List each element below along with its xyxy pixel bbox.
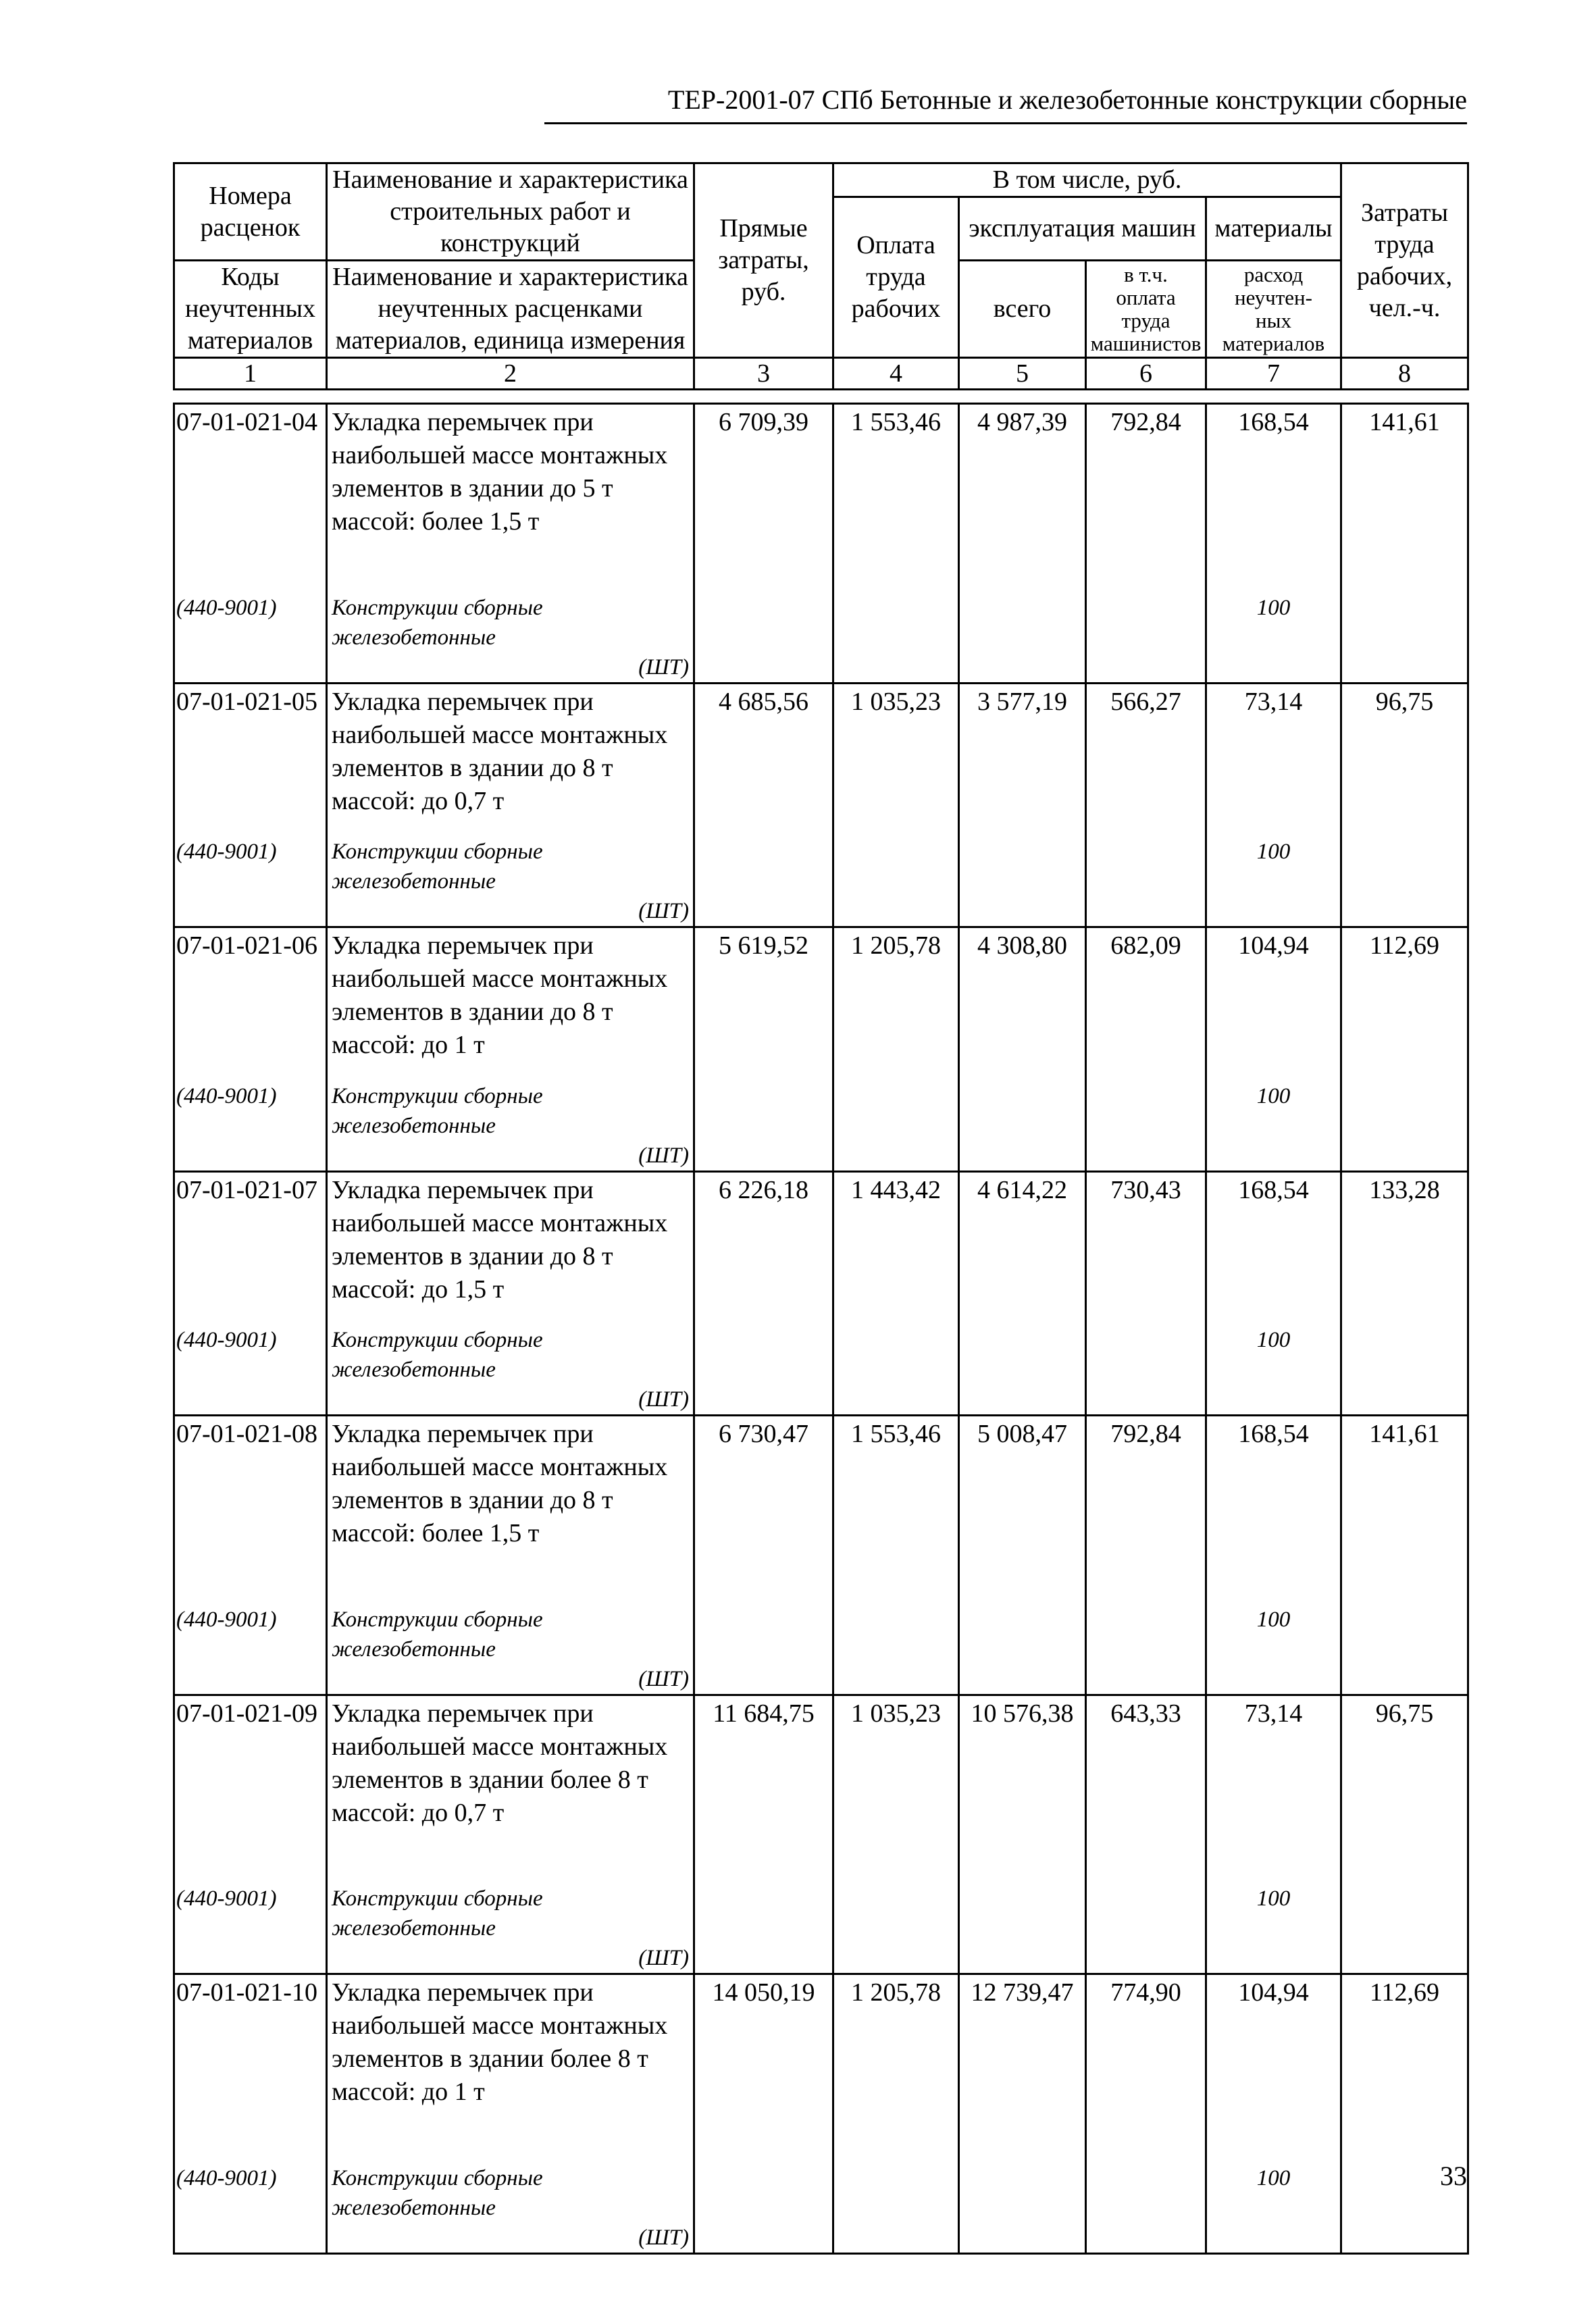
material-name [327,1878,694,1974]
table-row [174,683,1468,831]
col-name-top: Наименование и характеристика строительных работ и конструкций [327,163,694,261]
work-description-line: Укладка перемычек при [332,408,594,436]
material-row [174,1076,1468,1172]
empty-cell [959,588,1086,684]
work-description-line: Укладка перемычек при [332,1175,594,1204]
operator-pay-cell: 792,84 [1086,1416,1206,1599]
work-description-line: элементов в здании до 8 т [332,753,613,782]
machines-cost-cell: 4 614,22 [959,1171,1086,1320]
table-row [174,1974,1468,2158]
header-rule [544,122,1467,124]
material-unit: (ШТ) [638,1946,689,1970]
empty-cell [694,831,833,927]
material-name-line: железобетонные [332,2195,496,2220]
empty-cell [833,1076,959,1172]
rate-code: 07-01-021-07 [174,1171,327,1320]
material-code: (440-9001) [174,1599,327,1695]
labor-hours-cell: 96,75 [1341,683,1468,831]
empty-cell [1086,831,1206,927]
column-header-table [173,162,1469,390]
empty-cell [1086,1320,1206,1416]
work-description [327,1416,694,1599]
material-row [174,2158,1468,2254]
work-description-line: Укладка перемычек при [332,1699,594,1728]
material-name-line: Конструкции сборные [332,840,543,864]
material-quantity: 100 [1206,1076,1341,1172]
col-codes-bottom: Коды неучтенных материалов [174,261,327,358]
empty-cell [1341,1599,1468,1695]
col-operator-pay: в т.ч. оплата труда машинистов [1086,261,1206,358]
empty-cell [694,1076,833,1172]
material-row [174,1878,1468,1974]
worker-pay-cell: 1 205,78 [833,1974,959,2158]
labor-hours-cell: 112,69 [1341,927,1468,1076]
rate-code: 07-01-021-06 [174,927,327,1076]
material-name [327,1599,694,1695]
material-quantity: 100 [1206,1320,1341,1416]
material-name [327,2158,694,2254]
operator-pay-cell: 682,09 [1086,927,1206,1076]
work-description-line: наибольшей массе монтажных [332,1453,668,1481]
table-row [174,1171,1468,1320]
empty-cell [694,1599,833,1695]
labor-hours-cell: 112,69 [1341,1974,1468,2158]
material-row [174,1320,1468,1416]
empty-cell [833,1878,959,1974]
direct-cost-cell: 4 685,56 [694,683,833,831]
material-name-line: железобетонные [332,1637,496,1662]
worker-pay-cell: 1 035,23 [833,683,959,831]
col-direct-costs: Прямые затраты, руб. [694,163,833,358]
labor-hours-cell: 133,28 [1341,1171,1468,1320]
material-name-line: железобетонные [332,1916,496,1940]
col-group-including: В том числе, руб. [833,163,1341,197]
col-worker-pay: Оплата труда рабочих [833,197,959,358]
material-row [174,1599,1468,1695]
material-code: (440-9001) [174,2158,327,2254]
material-unit: (ШТ) [638,1666,689,1691]
material-unit: (ШТ) [638,1143,689,1168]
direct-cost-cell: 5 619,52 [694,927,833,1076]
col-name-bottom: Наименование и характеристика неучтенных расценками материалов, единица измерения [327,261,694,358]
work-description-line: элементов в здании до 8 т [332,998,613,1026]
empty-cell [833,831,959,927]
empty-cell [1341,1320,1468,1416]
empty-cell [694,2158,833,2254]
empty-cell [1341,1076,1468,1172]
col-machines-total: всего [959,261,1086,358]
labor-hours-cell: 96,75 [1341,1695,1468,1878]
empty-cell [1086,1599,1206,1695]
worker-pay-cell: 1 443,42 [833,1171,959,1320]
work-description-line: элементов в здании до 5 т [332,474,613,503]
page-number: 33 [1440,2161,1467,2191]
work-description-line: массой: до 1 т [332,1031,485,1059]
material-unit: (ШТ) [638,1387,689,1412]
empty-cell [959,1320,1086,1416]
empty-cell [694,1878,833,1974]
rate-code: 07-01-021-10 [174,1974,327,2158]
labor-hours-cell: 141,61 [1341,1416,1468,1599]
material-code: (440-9001) [174,1320,327,1416]
material-name [327,831,694,927]
col-machines-group: эксплуатация машин [959,197,1206,261]
col-number-4: 4 [833,358,959,390]
work-description-line: Укладка перемычек при [332,1978,594,2007]
direct-cost-cell: 14 050,19 [694,1974,833,2158]
materials-cost-cell: 104,94 [1206,1974,1341,2158]
empty-cell [1086,588,1206,684]
col-number-8: 8 [1341,358,1468,390]
empty-cell [1086,1076,1206,1172]
work-description-line: наибольшей массе монтажных [332,965,668,993]
materials-cost-cell: 73,14 [1206,1695,1341,1878]
work-description [327,404,694,588]
material-name-line: Конструкции сборные [332,595,543,620]
labor-hours-cell: 141,61 [1341,404,1468,588]
worker-pay-cell: 1 553,46 [833,404,959,588]
empty-cell [959,831,1086,927]
empty-cell [959,1599,1086,1695]
col-labor-hours: Затраты труда рабочих, чел.-ч. [1341,163,1468,358]
table-row [174,1416,1468,1599]
material-name [327,1076,694,1172]
col-number-7: 7 [1206,358,1341,390]
material-row [174,831,1468,927]
material-quantity: 100 [1206,588,1341,684]
material-row [174,588,1468,684]
rate-code: 07-01-021-09 [174,1695,327,1878]
col-number-3: 3 [694,358,833,390]
work-description [327,1171,694,1320]
material-unit: (ШТ) [638,2225,689,2250]
material-quantity: 100 [1206,1878,1341,1974]
material-name-line: Конструкции сборные [332,1886,543,1911]
material-quantity: 100 [1206,831,1341,927]
empty-cell [959,2158,1086,2254]
operator-pay-cell: 730,43 [1086,1171,1206,1320]
empty-cell [959,1878,1086,1974]
table-row [174,404,1468,588]
work-description-line: элементов в здании до 8 т [332,1241,613,1270]
material-name-line: Конструкции сборные [332,1328,543,1352]
material-code: (440-9001) [174,1076,327,1172]
work-description [327,1695,694,1878]
running-header: ТЕР-2001-07 СПб Бетонные и железобетонные конструкции сборные [667,84,1467,115]
materials-cost-cell: 168,54 [1206,1416,1341,1599]
material-unit: (ШТ) [638,654,689,679]
machines-cost-cell: 4 987,39 [959,404,1086,588]
material-name-line: железобетонные [332,1358,496,1382]
operator-pay-cell: 566,27 [1086,683,1206,831]
col-codes-top: Номера расценок [174,163,327,261]
worker-pay-cell: 1 553,46 [833,1416,959,1599]
empty-cell [1086,1878,1206,1974]
material-name [327,1320,694,1416]
work-description-line: наибольшей массе монтажных [332,2011,668,2040]
work-description-line: наибольшей массе монтажных [332,1208,668,1237]
empty-cell [833,2158,959,2254]
work-description [327,1974,694,2158]
col-number-6: 6 [1086,358,1206,390]
work-description-line: наибольшей массе монтажных [332,720,668,749]
operator-pay-cell: 643,33 [1086,1695,1206,1878]
material-name [327,588,694,684]
empty-cell [1086,2158,1206,2254]
work-description-line: массой: до 1,5 т [332,1275,505,1304]
empty-cell [694,588,833,684]
work-description [327,683,694,831]
work-description-line: наибольшей массе монтажных [332,441,668,469]
materials-cost-cell: 104,94 [1206,927,1341,1076]
direct-cost-cell: 6 709,39 [694,404,833,588]
material-code: (440-9001) [174,1878,327,1974]
work-description-line: Укладка перемычек при [332,931,594,960]
material-name-line: железобетонные [332,869,496,894]
direct-cost-cell: 11 684,75 [694,1695,833,1878]
machines-cost-cell: 10 576,38 [959,1695,1086,1878]
col-materials-group: материалы [1206,197,1341,261]
work-description-line: массой: более 1,5 т [332,1519,540,1547]
direct-cost-cell: 6 730,47 [694,1416,833,1599]
operator-pay-cell: 774,90 [1086,1974,1206,2158]
material-name-line: железобетонные [332,1113,496,1138]
material-code: (440-9001) [174,831,327,927]
work-description [327,927,694,1076]
rates-table [173,403,1469,2255]
work-description-line: массой: более 1,5 т [332,507,540,536]
material-quantity: 100 [1206,2158,1341,2254]
col-number-5: 5 [959,358,1086,390]
col-materials-unaccounted: расход неучтен- ных материалов [1206,261,1341,358]
machines-cost-cell: 3 577,19 [959,683,1086,831]
empty-cell [1341,1878,1468,1974]
worker-pay-cell: 1 205,78 [833,927,959,1076]
material-name-line: Конструкции сборные [332,2165,543,2190]
col-number-2: 2 [327,358,694,390]
work-description-line: элементов в здании до 8 т [332,1486,613,1514]
col-number-1: 1 [174,358,327,390]
worker-pay-cell: 1 035,23 [833,1695,959,1878]
rate-code: 07-01-021-05 [174,683,327,831]
empty-cell [833,588,959,684]
empty-cell [694,1320,833,1416]
work-description-line: Укладка перемычек при [332,687,594,716]
work-description-line: Укладка перемычек при [332,1420,594,1448]
material-name-line: железобетонные [332,625,496,650]
materials-cost-cell: 73,14 [1206,683,1341,831]
rate-code: 07-01-021-08 [174,1416,327,1599]
material-name-line: Конструкции сборные [332,1083,543,1108]
work-description-line: массой: до 0,7 т [332,1798,505,1827]
work-description-line: элементов в здании более 8 т [332,1765,648,1794]
material-code: (440-9001) [174,588,327,684]
materials-cost-cell: 168,54 [1206,404,1341,588]
materials-cost-cell: 168,54 [1206,1171,1341,1320]
direct-cost-cell: 6 226,18 [694,1171,833,1320]
operator-pay-cell: 792,84 [1086,404,1206,588]
empty-cell [959,1076,1086,1172]
material-name-line: Конструкции сборные [332,1607,543,1632]
work-description-line: массой: до 1 т [332,2078,485,2106]
machines-cost-cell: 5 008,47 [959,1416,1086,1599]
work-description-line: наибольшей массе монтажных [332,1732,668,1761]
material-unit: (ШТ) [638,899,689,923]
empty-cell [833,1599,959,1695]
empty-cell [833,1320,959,1416]
work-description-line: элементов в здании более 8 т [332,2045,648,2073]
empty-cell [1341,588,1468,684]
table-row [174,1695,1468,1878]
machines-cost-cell: 4 308,80 [959,927,1086,1076]
rate-code: 07-01-021-04 [174,404,327,588]
machines-cost-cell: 12 739,47 [959,1974,1086,2158]
work-description-line: массой: до 0,7 т [332,786,505,815]
table-row [174,927,1468,1076]
empty-cell [1341,831,1468,927]
material-quantity: 100 [1206,1599,1341,1695]
